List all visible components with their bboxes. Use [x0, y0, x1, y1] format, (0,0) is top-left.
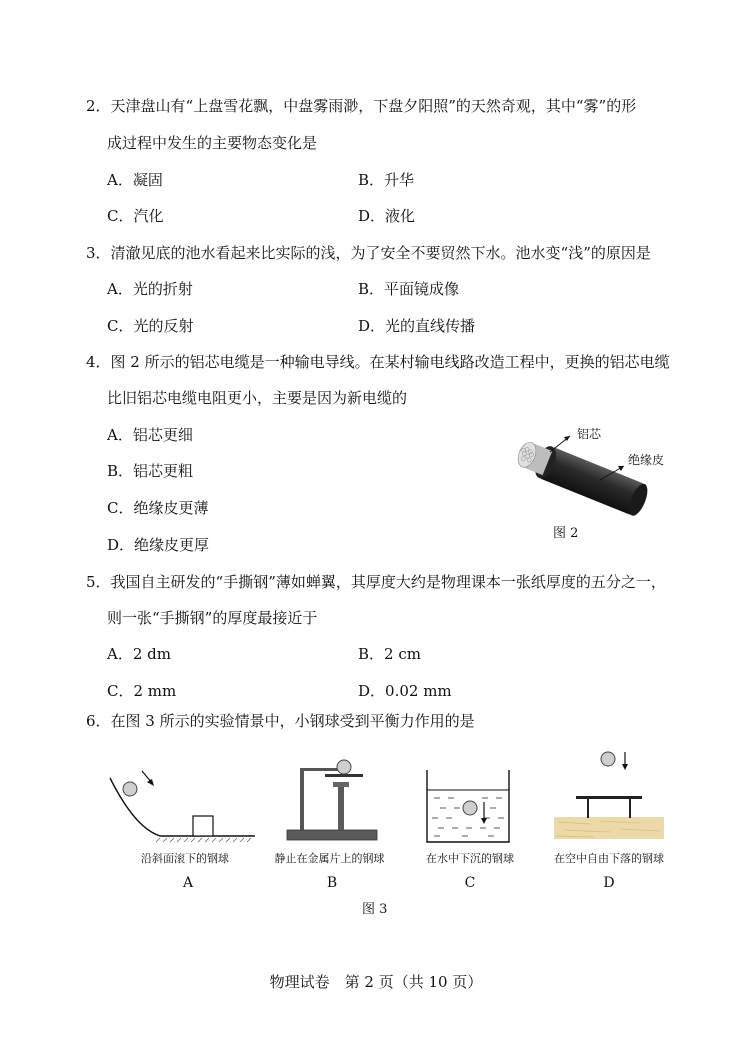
cable-core-label: 铝芯	[577, 427, 602, 441]
scene-c-caption: 在水中下沉的钢球	[426, 852, 514, 865]
q4-option-d: D．绝缘皮更厚	[107, 536, 210, 554]
q5-option-d: D．0.02 mm	[358, 682, 452, 700]
scene-d-caption: 在空中自由下落的钢球	[554, 852, 664, 865]
figure-2-caption: 图 2	[553, 526, 579, 541]
scene-c-beaker	[422, 768, 517, 848]
cable-body	[513, 436, 651, 518]
figure-3-caption: 图 3	[362, 902, 388, 917]
q3-option-c: C．光的反射	[107, 317, 194, 335]
q4-option-b: B．铝芯更粗	[107, 462, 194, 480]
cable-insulation-label: 绝缘皮	[628, 453, 665, 467]
q4-stem-line2: 比旧铝芯电缆电阻更小，主要是因为新电缆的	[107, 389, 408, 407]
scene-a-incline	[105, 758, 265, 848]
q2-option-a: A．凝固	[107, 171, 163, 189]
q4-option-c: C．绝缘皮更薄	[107, 499, 209, 517]
scene-a-letter: A	[182, 875, 194, 891]
q5-stem-line2: 则一张“手撕钢”的厚度最接近于	[107, 609, 318, 627]
scene-b-letter: B	[326, 875, 338, 891]
q3-stem-line1: 3．清澈见底的池水看起来比实际的浅，为了安全不要贸然下水。池水变“浅”的原因是	[86, 244, 651, 262]
q2-stem-line2: 成过程中发生的主要物态变化是	[107, 134, 318, 152]
scene-c-letter: C	[464, 875, 476, 891]
q2-option-b: B．升华	[358, 171, 415, 189]
q5-stem-line1: 5．我国自主研发的“手撕钢”薄如蝉翼，其厚度大约是物理课本一张纸厚度的五分之一，	[86, 573, 666, 591]
q5-option-b: B．2 cm	[358, 645, 421, 663]
q5-option-c: C．2 mm	[107, 682, 177, 700]
q3-option-a: A．光的折射	[107, 280, 193, 298]
scene-b-stand	[285, 752, 385, 847]
scene-d-freefall	[550, 750, 670, 845]
scene-d-letter: D	[603, 875, 615, 891]
q5-option-a: A．2 dm	[107, 645, 171, 663]
q3-option-d: D．光的直线传播	[358, 317, 476, 335]
q6-stem-line1: 6．在图 3 所示的实验情景中，小钢球受到平衡力作用的是	[86, 712, 475, 730]
scene-b-caption: 静止在金属片上的钢球	[274, 852, 385, 865]
q3-option-b: B．平面镜成像	[358, 280, 460, 298]
q4-stem-line1: 4．图 2 所示的铝芯电缆是一种输电导线。在某村输电线路改造工程中，更换的铝芯电缆	[86, 353, 670, 371]
q2-option-c: C．汽化	[107, 207, 164, 225]
scene-a-caption: 沿斜面滚下的钢球	[141, 852, 229, 865]
q2-option-d: D．液化	[358, 207, 416, 225]
q4-option-a: A．铝芯更细	[107, 426, 193, 444]
page-footer: 物理试卷 第 2 页（共 10 页）	[269, 973, 483, 991]
q2-stem-line1: 2．天津盘山有“上盘雪花飘，中盘雾雨渺，下盘夕阳照”的天然奇观，其中“雾”的形	[86, 97, 637, 115]
